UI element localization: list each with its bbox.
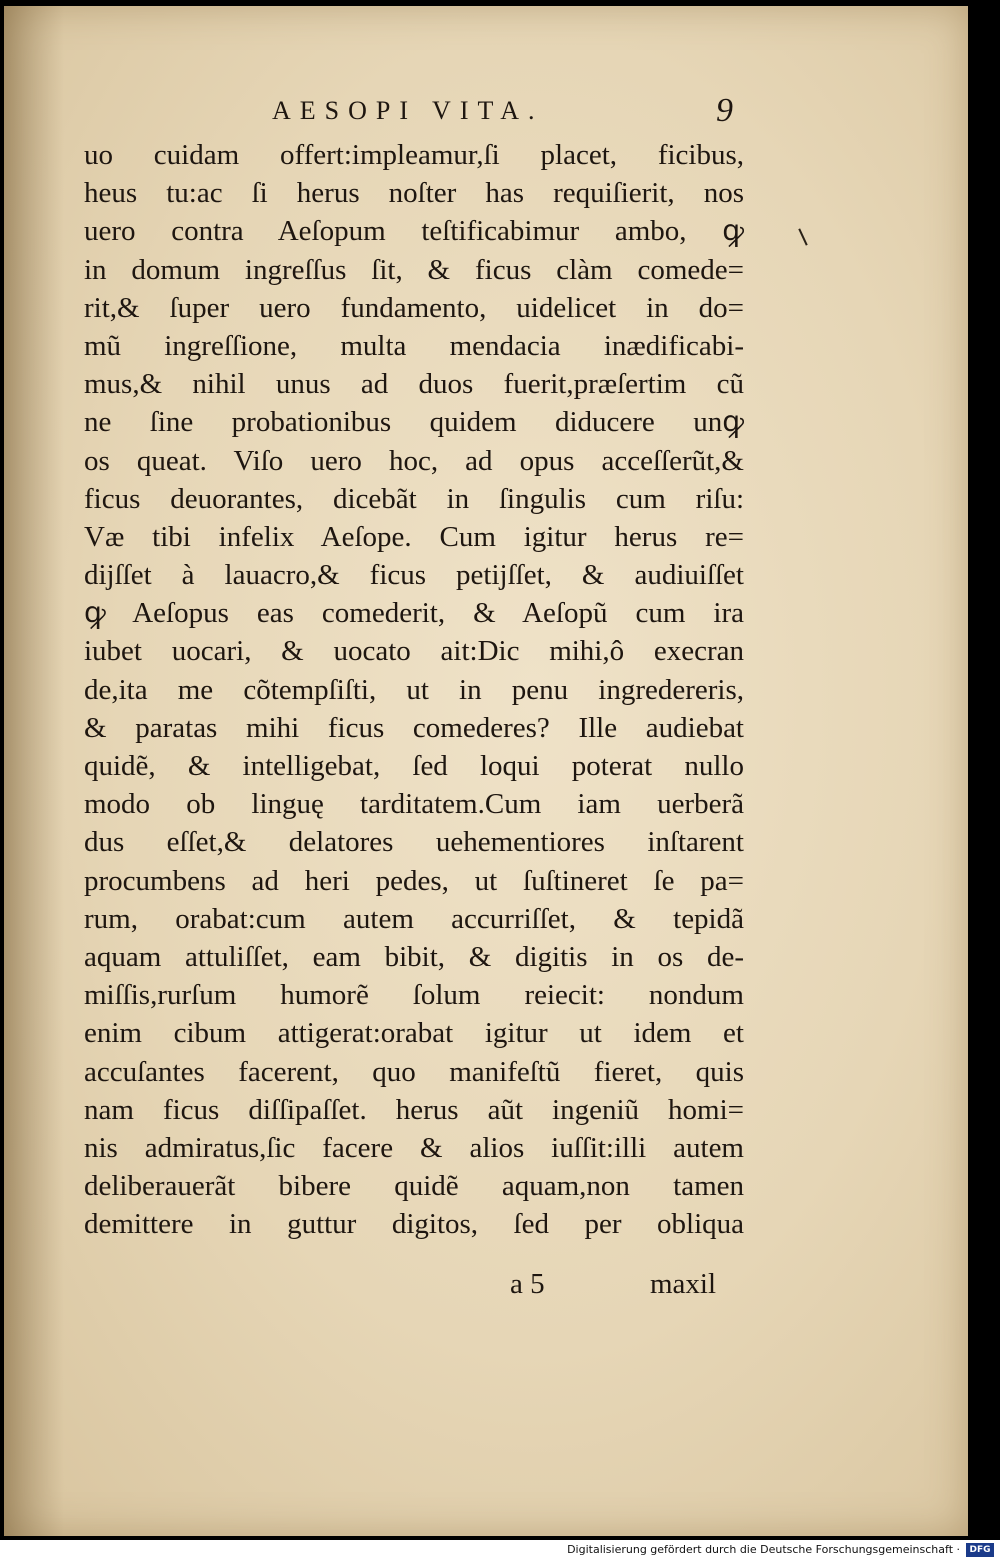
text-line: dijſſet à lauacro,& ficus petijſſet, & audiuiſſet — [84, 559, 744, 592]
signature-line — [0, 1268, 1000, 1308]
running-title: AESOPI VITA. — [272, 96, 544, 125]
text-line: os queat. Viſo uero hoc, ad opus acceſſerũt,& — [84, 444, 744, 477]
text-line: nam ficus diſſipaſſet. herus aũt ingeniũ homi= — [84, 1093, 744, 1126]
text-line: iubet uocari, & uocato ait:Dic mihi,ô execran — [84, 635, 744, 668]
text-line: heus tu:ac ſi herus noſter has requiſierit, nos — [84, 177, 744, 210]
text-line: ne ſine probationibus quidem diducere unꝙ — [84, 406, 744, 439]
text-line: demittere in guttur digitos, ſed per obliqua — [84, 1208, 744, 1241]
text-line: mũ ingreſſione, multa mendacia inædificabi- — [84, 329, 744, 362]
text-line: Væ tibi infelix Aeſope. Cum igitur herus re= — [84, 520, 744, 553]
page-header — [0, 92, 1000, 136]
text-line: accuſantes facerent, quo manifeſtũ fieret, quis — [84, 1055, 744, 1088]
text-block — [84, 136, 744, 1243]
text-line: uero contra Aeſopum teſtificabimur ambo, ꝙ — [84, 215, 744, 248]
text-line: quidẽ, & intelligebat, ſed loqui poterat nullo — [84, 750, 744, 782]
text-line: ficus deuorantes, dicebãt in ſingulis cum riſu: — [84, 482, 744, 515]
digitization-credit: Digitalisierung gefördert durch die Deutsche Forschungsgemeinschaft · — [567, 1543, 960, 1556]
text-line: rit,& ſuper uero fundamento, uidelicet in do= — [84, 291, 744, 324]
digitization-footer — [0, 1540, 1000, 1561]
text-line: deliberauerãt bibere quidẽ aquam,non tamen — [84, 1170, 744, 1203]
text-line: de,ita me cõtempſiſti, ut in penu ingredereris, — [84, 673, 744, 706]
text-line: rum, orabat:cum autem accurriſſet, & tepidã — [84, 902, 744, 935]
text-line: aquam attuliſſet, eam bibit, & digitis in os de- — [84, 940, 744, 973]
text-line: modo ob linguę tarditatem.Cum iam uerberã — [84, 788, 744, 821]
page-number: 9 — [716, 92, 733, 129]
text-line: in domum ingreſſus ſit, & ficus clàm comede= — [84, 253, 744, 286]
text-line: enim cibum attigerat:orabat igitur ut idem et — [84, 1017, 744, 1050]
text-line: & paratas mihi ficus comederes? Ille audiebat — [84, 711, 744, 744]
text-line: mus,& nihil unus ad duos fuerit,præſertim cũ — [84, 368, 744, 401]
catchword: maxil — [650, 1268, 717, 1300]
text-line: procumbens ad heri pedes, ut ſuſtineret ſe pa= — [84, 864, 744, 897]
signature-mark: a 5 — [510, 1268, 545, 1300]
text-line: nis admiratus,ſic facere & alios iuſſit:illi autem — [84, 1131, 744, 1164]
dfg-logo-icon: DFG — [966, 1543, 994, 1557]
text-line: miſſis,rurſum humorẽ ſolum reiecit: nondum — [84, 979, 744, 1012]
text-line: ꝙ Aeſopus eas comederit, & Aeſopũ cum ira — [84, 597, 744, 630]
text-line: dus eſſet,& delatores uehementiores inſtarent — [84, 826, 744, 859]
text-line: uo cuidam offert:impleamur,ſi placet, ficibus, — [84, 139, 744, 171]
